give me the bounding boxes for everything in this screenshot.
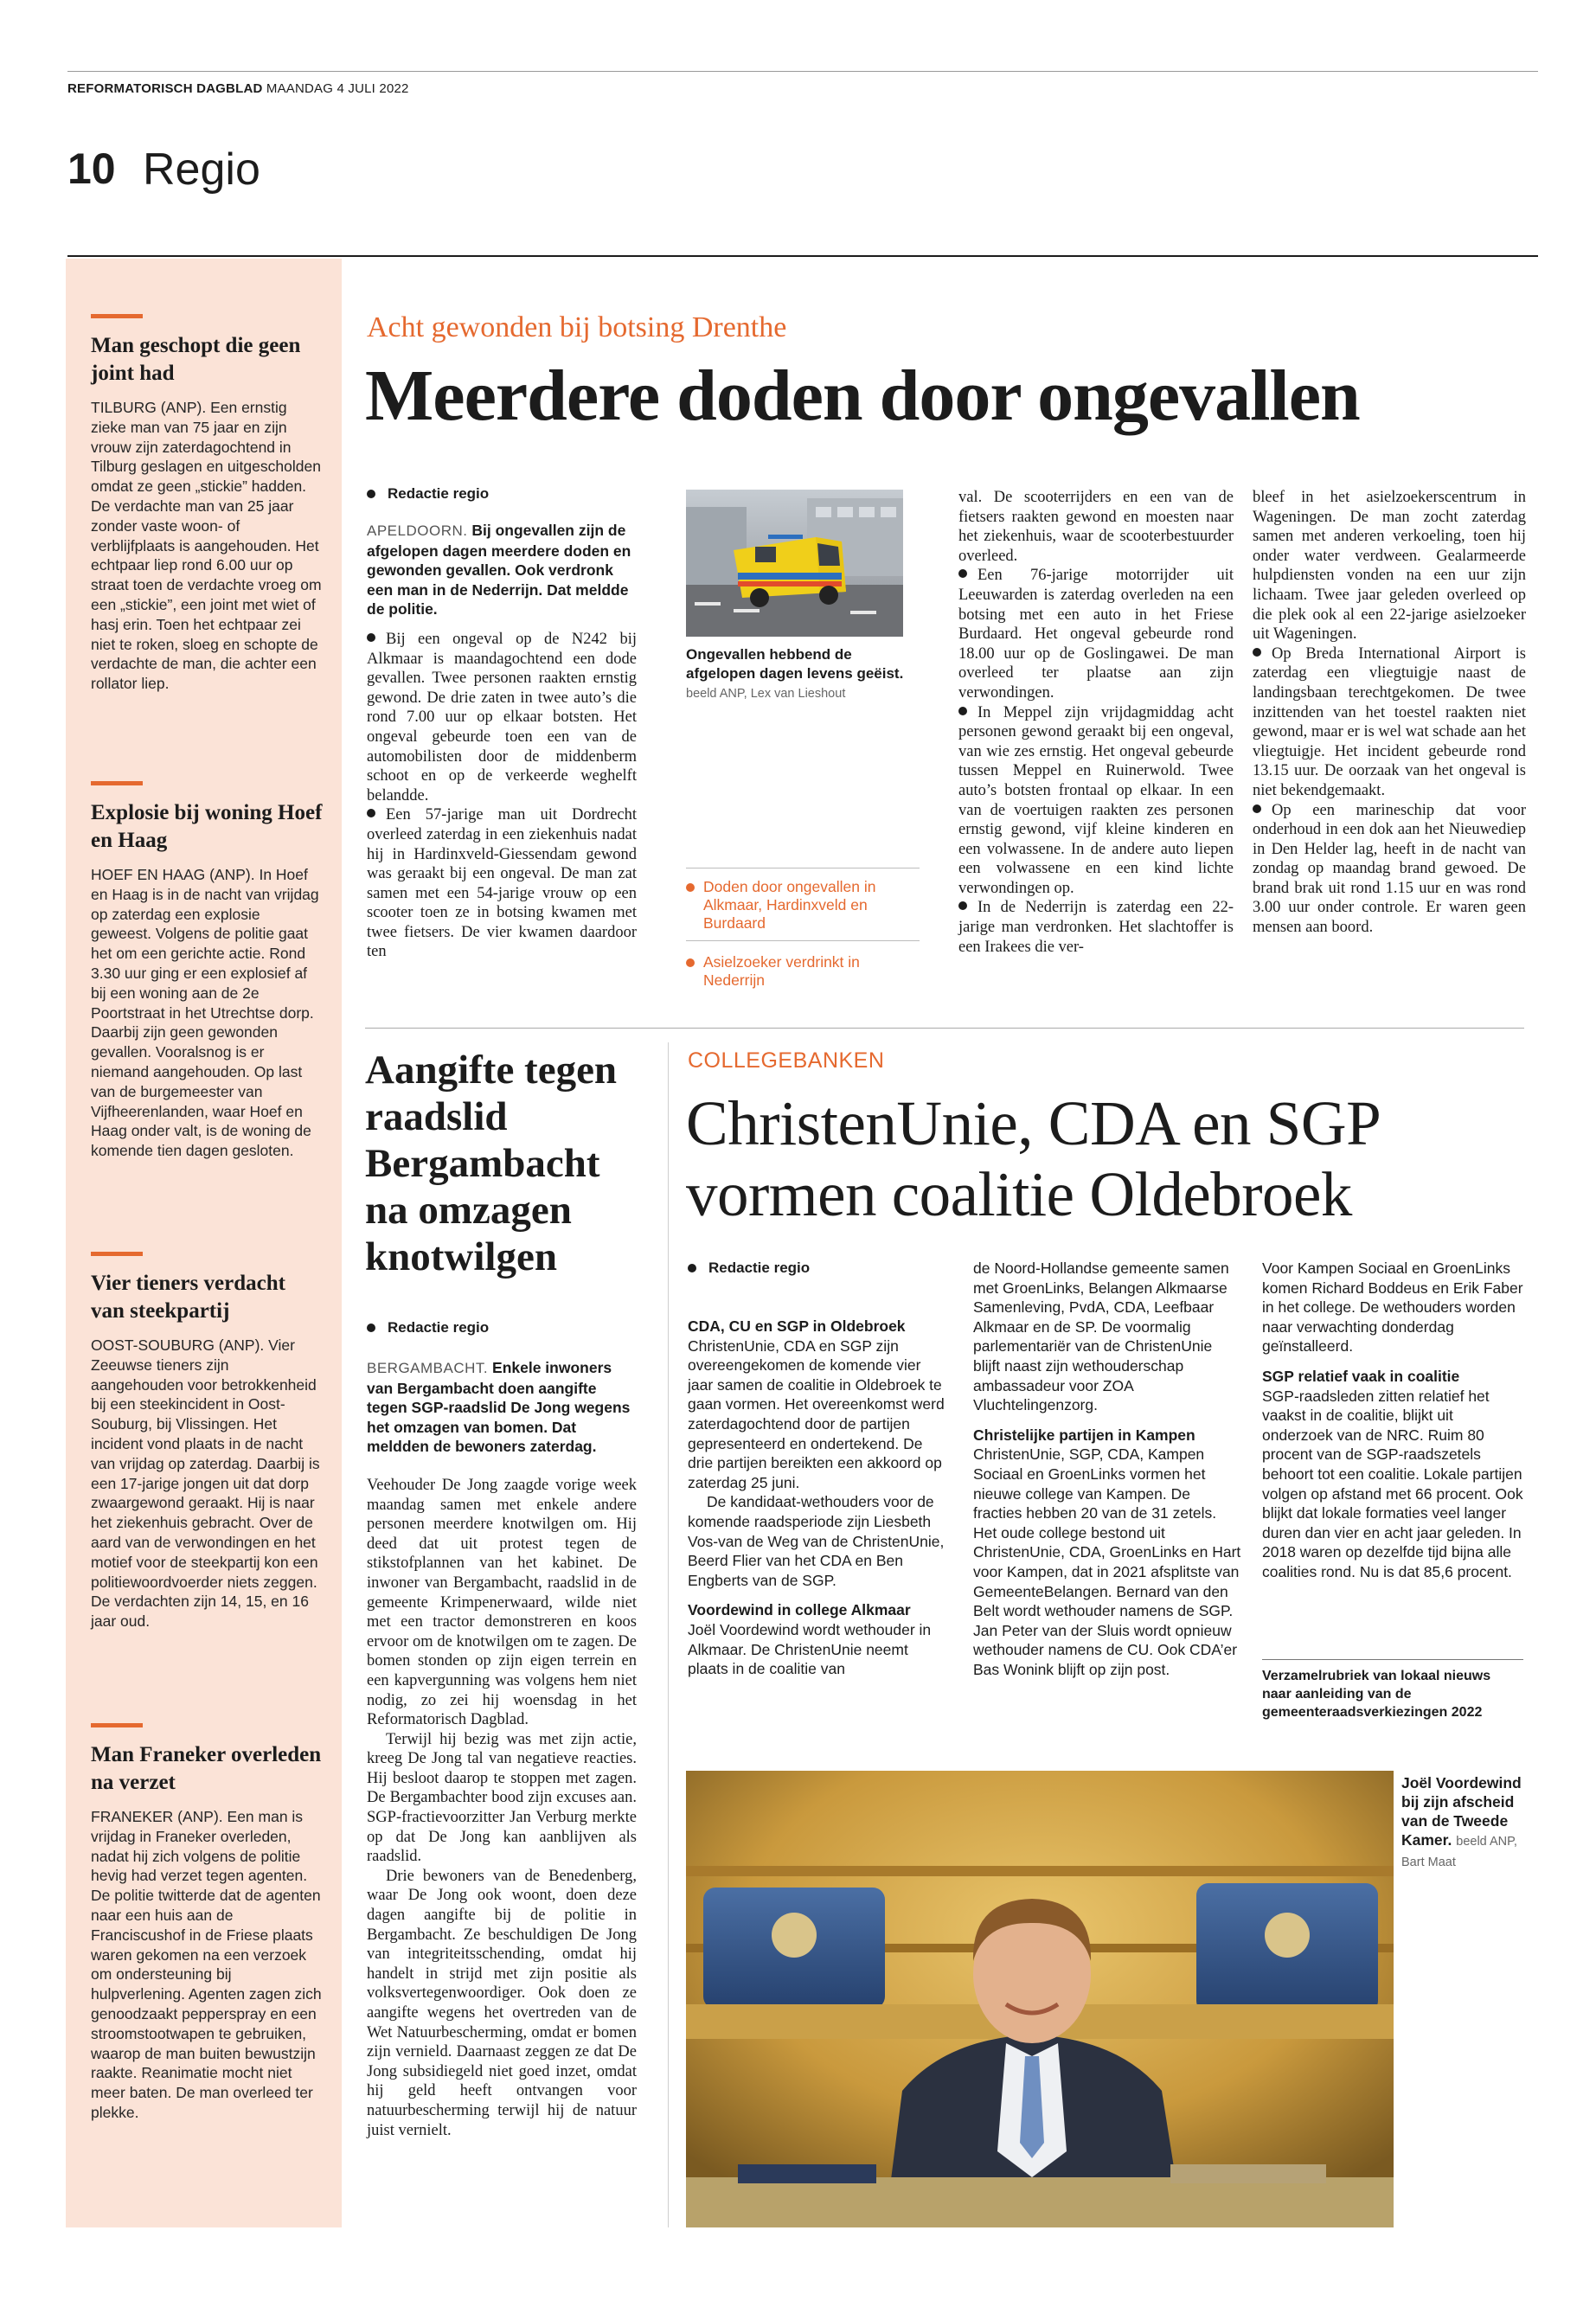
related-links <box>686 878 920 933</box>
subhead: SGP relatief vaak in coalitie <box>1262 1367 1460 1385</box>
paragraph: Bij een ongeval op de N242 bij Alkmaar is maandagochtend een dode gevallen. Twee personen raakten ernstig gewond. De drie zaten in twee auto’s die rond 7.00 uur op elkaar botsten. Het ongeval gebeurde toen een van de automobilisten door de middenberm schoot en op de verkeerde weghelft belandde. <box>367 630 637 804</box>
article3-byline <box>688 1259 810 1277</box>
photo-credit: beeld ANP, Bart Maat <box>1401 1835 1517 1869</box>
article1-kicker: Acht gewonden bij botsing Drenthe <box>367 311 787 343</box>
byline-text: Redactie regio <box>388 485 490 502</box>
paragraph: In Meppel zijn vrijdagmiddag acht personen gewond geraakt bij een ongeval, van wie zes ernstig. Het ongeval gebeurde tussen Meppel en Ruinerwold. Twee auto’s botsten frontaal op elkaar. In een van de voertuigen raakten zes personen ernstig gewond, vijf kleine kinderen en een volwassene. In de andere auto liepen een volwassene en een kind lichte verwondingen op. <box>958 703 1234 897</box>
paragraph: Terwijl hij bezig was met zijn actie, kreeg De Jong tal van negatieve reacties. Hij besloot daarop te stoppen met zagen. De Bergambachter bood zijn excuses aan. SGP-fractievoorzitter Jan Verburg merkte op dat De Jong kan aanblijven als raadslid. <box>367 1730 637 1866</box>
column-divider <box>668 1042 669 2227</box>
related-links-2 <box>686 953 920 990</box>
brief-tilburg <box>91 314 324 694</box>
brief-accent-bar <box>91 314 143 318</box>
header-rule <box>67 255 1538 257</box>
article1-column-3 <box>958 488 1234 957</box>
caption-text: Joël Voordewind bij zijn afscheid van de Tweede Kamer. <box>1401 1774 1522 1849</box>
article1-byline <box>367 485 489 503</box>
bullet-icon <box>686 958 695 967</box>
masthead-rule <box>67 71 1538 72</box>
article3-kicker: COLLEGEBANKEN <box>688 1048 885 1073</box>
section-title: Regio <box>143 144 260 195</box>
subhead: Christelijke partijen in Kampen <box>973 1426 1195 1444</box>
paragraph: bleef in het asielzoekerscentrum in Wageningen. De man zocht zaterdag samen met anderen verkoeling, toen hij onder water verdween. Gealarmeerde hulpdiensten vonden na een uur zijn lichaam. Twee jaar geleden overleed op die plek ook al een 22-jarige asielzoeker uit Wageningen. <box>1253 489 1526 644</box>
article3-column-3 <box>1262 1259 1523 1582</box>
brief-text: TILBURG (ANP). Een ernstig zieke man van 75 jaar en zijn vrouw zijn zaterdagochtend in Tilburg geslagen en uitgescholden omdat ze geen „stickie” hadden. De verdachte man van 25 jaar zonder vaste woon- of verblijfplaats is aangehouden. Het echtpaar liep rond 6.00 uur op straat toen de verdachte vroeg om een „stickie”, een joint met wiet of hasj erin. Toen het echtpaar zei niet te roken, sloeg en schopte de verdachte de man, die achter een rollator liep. <box>91 399 322 693</box>
ambulance-image <box>686 490 903 637</box>
brief-title: Vier tieners verdacht van steekpartij <box>91 1272 285 1323</box>
bullet-icon <box>686 883 695 892</box>
headline-line: vormen coalitie Oldebroek <box>686 1159 1352 1229</box>
paragraph: ChristenUnie, SGP, CDA, Kampen Sociaal en GroenLinks vormen het nieuwe college van Kampen. De fracties hebben 20 van de 31 zetels. Het oude college bestond uit ChristenUnie, CDA, GroenLinks en Hart voor Kampen, dat in 2021 afsplitste van GemeenteBelangen. Bernard van den Belt wordt wethouder namens de SGP. Jan Peter van der Sluis wordt opnieuw wethouder namens de CU. Ook CDA’er Bas Wonink blijft op zijn post. <box>973 1445 1241 1678</box>
article1-lead: Bij ongevallen zijn de afgelopen dagen meerdere doden en gewonden gevallen. Ook verdronk een man in de Nederrijn. Dat meldde de politie. <box>367 522 631 619</box>
paragraph: SGP-raadsleden zitten relatief het vaakst in de coalitie, blijkt uit onderzoek van de NRC. Ruim 80 procent van de SGP-raadszetels behoort tot een coalitie. Lokale partijen volgen op afstand met 66 procent. Ook blijkt dat lokale formaties veel langer duren dan vier en acht jaar geleden. In 2018 waren op dezelfde tijd bijna alle coalities rond. Nu is dat 85,6 procent. <box>1262 1387 1523 1580</box>
paragraph: val. De scooterrijders en een van de fietsers raakten gewond en moesten naar het ziekenhuis, waar de scooterbestuurder overleed. <box>958 489 1234 565</box>
dateline: BERGAMBACHT. <box>367 1360 489 1376</box>
paragraph: De kandidaat-wethouders voor de komende raadsperiode zijn Liesbeth Vos-van de Weg van de ChristenUnie, Beerd Flier van het CDA en Ben Engberts van de SGP. <box>688 1493 945 1589</box>
brief-text: FRANEKER (ANP). Een man is vrijdag in Franeker overleden, nadat hij zich volgens de politie hevig had verzet tegen agenten. De politie twitterde dat de agenten naar een huis aan de Franciscushof in de Friese plaats waren gekomen na een verzoek om ondersteuning bij hulpverlening. Agenten zagen zich genoodzaakt pepperspray en een stroomstootwapen te gebruiken, waarop de man buiten bewustzijn raakte. Reanimatie mocht niet meer baten. De man overleed ter plekke. <box>91 1808 322 2121</box>
subhead: CDA, CU en SGP in Oldebroek <box>688 1317 906 1335</box>
article2-byline <box>367 1319 489 1336</box>
article1-column-4 <box>1253 488 1526 938</box>
ambulance-photo-caption <box>686 645 915 703</box>
photo-credit: beeld ANP, Lex van Lieshout <box>686 687 846 701</box>
paragraph: Op Breda International Airport is zaterdag een vliegtuigje naast de landingsbaan terechtgekomen. De twee inzittenden van het toestel raakten niet gewond, maar er is wel wat schade aan het vliegtuigje. Het incident gebeurde rond 13.15 uur. De oorzaak van het ongeval is niet bekendgemaakt. <box>1253 644 1526 799</box>
article2-lead: Enkele inwoners van Bergambacht doen aangifte tegen SGP-raadslid De Jong wegens het omzagen van bomen. Dat meldden de bewoners zaterdag. <box>367 1359 631 1456</box>
page-number: 10 <box>67 144 116 193</box>
subhead: Voordewind in college Alkmaar <box>688 1601 911 1619</box>
brief-oost-souburg <box>91 1252 324 1631</box>
brief-text: HOEF EN HAAG (ANP). In Hoef en Haag is in de nacht van vrijdag op zaterdag een explosie geweest. Volgens de politie gaat het om een gerichte actie. Rond 3.30 uur ging er een explosief af bij een woning aan de 2e Poortstraat in het Utrechtse dorp. Daarbij zijn geen gewonden gevallen. Vooralsnog is er niemand aangehouden. Op last van de burgemeester van Vijfheerenlanden, waar Hoef en Haag onder valt, is de woning de komende tien dagen gesloten. <box>91 866 319 1160</box>
paragraph: Op een marineschip dat voor onderhoud in een dok aan het Nieuwediep in Den Helder lag, heeft in de nacht van zondag op maandag brand gewoed. De brand brak uit rond 1.15 uur en was rond 3.00 uur onder controle. Er waren geen mensen aan boord. <box>1253 801 1526 937</box>
brief-accent-bar <box>91 1252 143 1256</box>
paragraph: Drie bewoners van de Benedenberg, waar De Jong ook woont, doen deze dagen aangifte bij de politie in Bergambacht. Ze beschuldigen De Jong van integriteitsschending, omdat hij handelt in strijd met zijn positie als volksvertegenwoordiger. Ook doen ze aangifte wegens het overtreden van de Wet Natuurbescherming, omdat er bomen zijn vernield. Daarnaast zeggen ze dat De Jong subsidiegeld niet goed inzet, omdat hij geld heeft ontvangen voor natuurbescherming terwijl hij de natuur juist vernielt. <box>367 1867 637 2139</box>
portrait-caption <box>1401 1773 1531 1872</box>
byline-text: Redactie regio <box>388 1319 490 1336</box>
related-link[interactable] <box>686 878 920 933</box>
brief-franeker <box>91 1723 324 2123</box>
paper-name: REFORMATORISCH DAGBLAD <box>67 81 263 96</box>
article3-column-1 <box>688 1317 945 1679</box>
related-rule <box>686 940 920 941</box>
article2-body <box>367 1358 637 2140</box>
related-link[interactable] <box>686 953 920 990</box>
paragraph: de Noord-Hollandse gemeente samen met GroenLinks, Belangen Alkmaarse Samenleving, PvdA, CDA, Leefbaar Alkmaar en de SP. De voormalig parlementariër van de ChristenUnie blijft naast zijn wethouderschap ambassadeur voor ZOA Vluchtelingenzorg. <box>973 1259 1229 1414</box>
dateline: APELDOORN. <box>367 522 468 539</box>
voordewind-photo <box>686 1771 1394 2227</box>
article1-headline: Meerdere doden door ongevallen <box>365 356 1360 436</box>
caption-text: Ongevallen hebbend de afgelopen dagen levens geëist. <box>686 646 904 682</box>
brief-title: Man Franeker overleden na verzet <box>91 1743 322 1794</box>
paragraph: Voor Kampen Sociaal en GroenLinks komen Richard Boddeus en Erik Faber in het college. De wethouders worden naar verwachting donderdag geïnstalleerd. <box>1262 1259 1523 1356</box>
article3-column-2 <box>973 1259 1241 1679</box>
bullet-icon <box>367 490 375 498</box>
brief-hoef-en-haag <box>91 781 324 1161</box>
headline-line: ChristenUnie, CDA en SGP <box>686 1088 1381 1158</box>
column-note: Verzamelrubriek van lokaal nieuws naar aanleiding van de gemeenteraadsverkiezingen 2022 <box>1262 1659 1523 1721</box>
article1-column-1 <box>367 521 637 962</box>
paragraph: Veehouder De Jong zaagde vorige week maandag samen met enkele andere personen meerdere knotwilgen om. Hij deed dat uit protest tegen de stikstofplannen van het kabinet. De inwoner van Bergambacht, raadslid in de gemeente Krimpenerwaard, wilde niet met een tractor demonstreren en koos ervoor om de knotwilgen om te zagen. De bomen stonden op zijn eigen terrein en een kapvergunning was volgens hem niet nodig, zo zei hij woensdag in het Reformatorisch Dagblad. <box>367 1476 637 1729</box>
ambulance-photo <box>686 490 903 637</box>
article2-headline: Aangifte tegen raadslid Bergambacht na omzagen knotwilgen <box>365 1048 618 1279</box>
byline-text: Redactie regio <box>708 1259 811 1276</box>
section-divider <box>365 1028 1524 1029</box>
issue-date: MAANDAG 4 JULI 2022 <box>266 81 409 96</box>
portrait-image <box>686 1771 1394 2227</box>
paragraph: Een 76-jarige motorrijder uit Leeuwarden is zaterdag overleden na een botsing met een auto in het Friese Burdaard. Het ongeval gebeurde rond 18.00 uur op de Goslingawei. De man overleed ter plaatse aan zijn verwondingen. <box>958 567 1234 702</box>
brief-text: OOST-SOUBURG (ANP). Vier Zeeuwse tieners zijn aangehouden voor betrokkenheid bij een steekincident in Oost-Souburg, bij Vlissingen. Het incident vond plaats in de nacht van vrijdag op zaterdag. Daarbij is een 17-jarige jongen uit dat dorp zwaargewond geraakt. Hij is naar het ziekenhuis gebracht. Over de aard van de verwondingen en het motief voor de steekpartij kon een politiewoordvoerder niets zeggen. De verdachten zijn 14, 15, en 16 jaar oud. <box>91 1336 320 1631</box>
related-link-text: Doden door ongevallen in Alkmaar, Hardinxveld en Burdaard <box>703 878 876 932</box>
bullet-icon <box>367 1324 375 1332</box>
brief-title: Explosie bij woning Hoef en Haag <box>91 801 323 852</box>
brief-accent-bar <box>91 781 143 785</box>
brief-title: Man geschopt die geen joint had <box>91 334 301 385</box>
paragraph: Een 57-jarige man uit Dordrecht overleed zaterdag in een ziekenhuis nadat hij in Hardinxveld-Giessendam gewond was geraakt bij een ongeval. De man zat samen met een 54-jarige vrouw op een scooter toen ze in botsing kwamen met twee fietsers. De vier kwamen daardoor ten <box>367 806 637 961</box>
article3-headline <box>686 1088 1381 1230</box>
brief-accent-bar <box>91 1723 143 1727</box>
paragraph: Joël Voordewind wordt wethouder in Alkmaar. De ChristenUnie neemt plaats in de coalitie van <box>688 1620 932 1678</box>
bullet-icon <box>688 1264 696 1272</box>
masthead <box>67 81 409 96</box>
paragraph: ChristenUnie, CDA en SGP zijn overeengekomen de komende vier jaar samen de coalitie in Oldebroek te gaan vormen. Het overeenkomst werd zaterdagochtend door de partijen gepresenteerd en ondertekend. De drie partijen bereikten een akkoord op zaterdag 25 juni. <box>688 1336 945 1491</box>
related-link-text: Asielzoeker verdrinkt in Nederrijn <box>703 953 860 989</box>
paragraph: In de Nederrijn is zaterdag een 22-jarige man verdronken. Het slachtoffer is een Irakees die ver- <box>958 899 1234 956</box>
